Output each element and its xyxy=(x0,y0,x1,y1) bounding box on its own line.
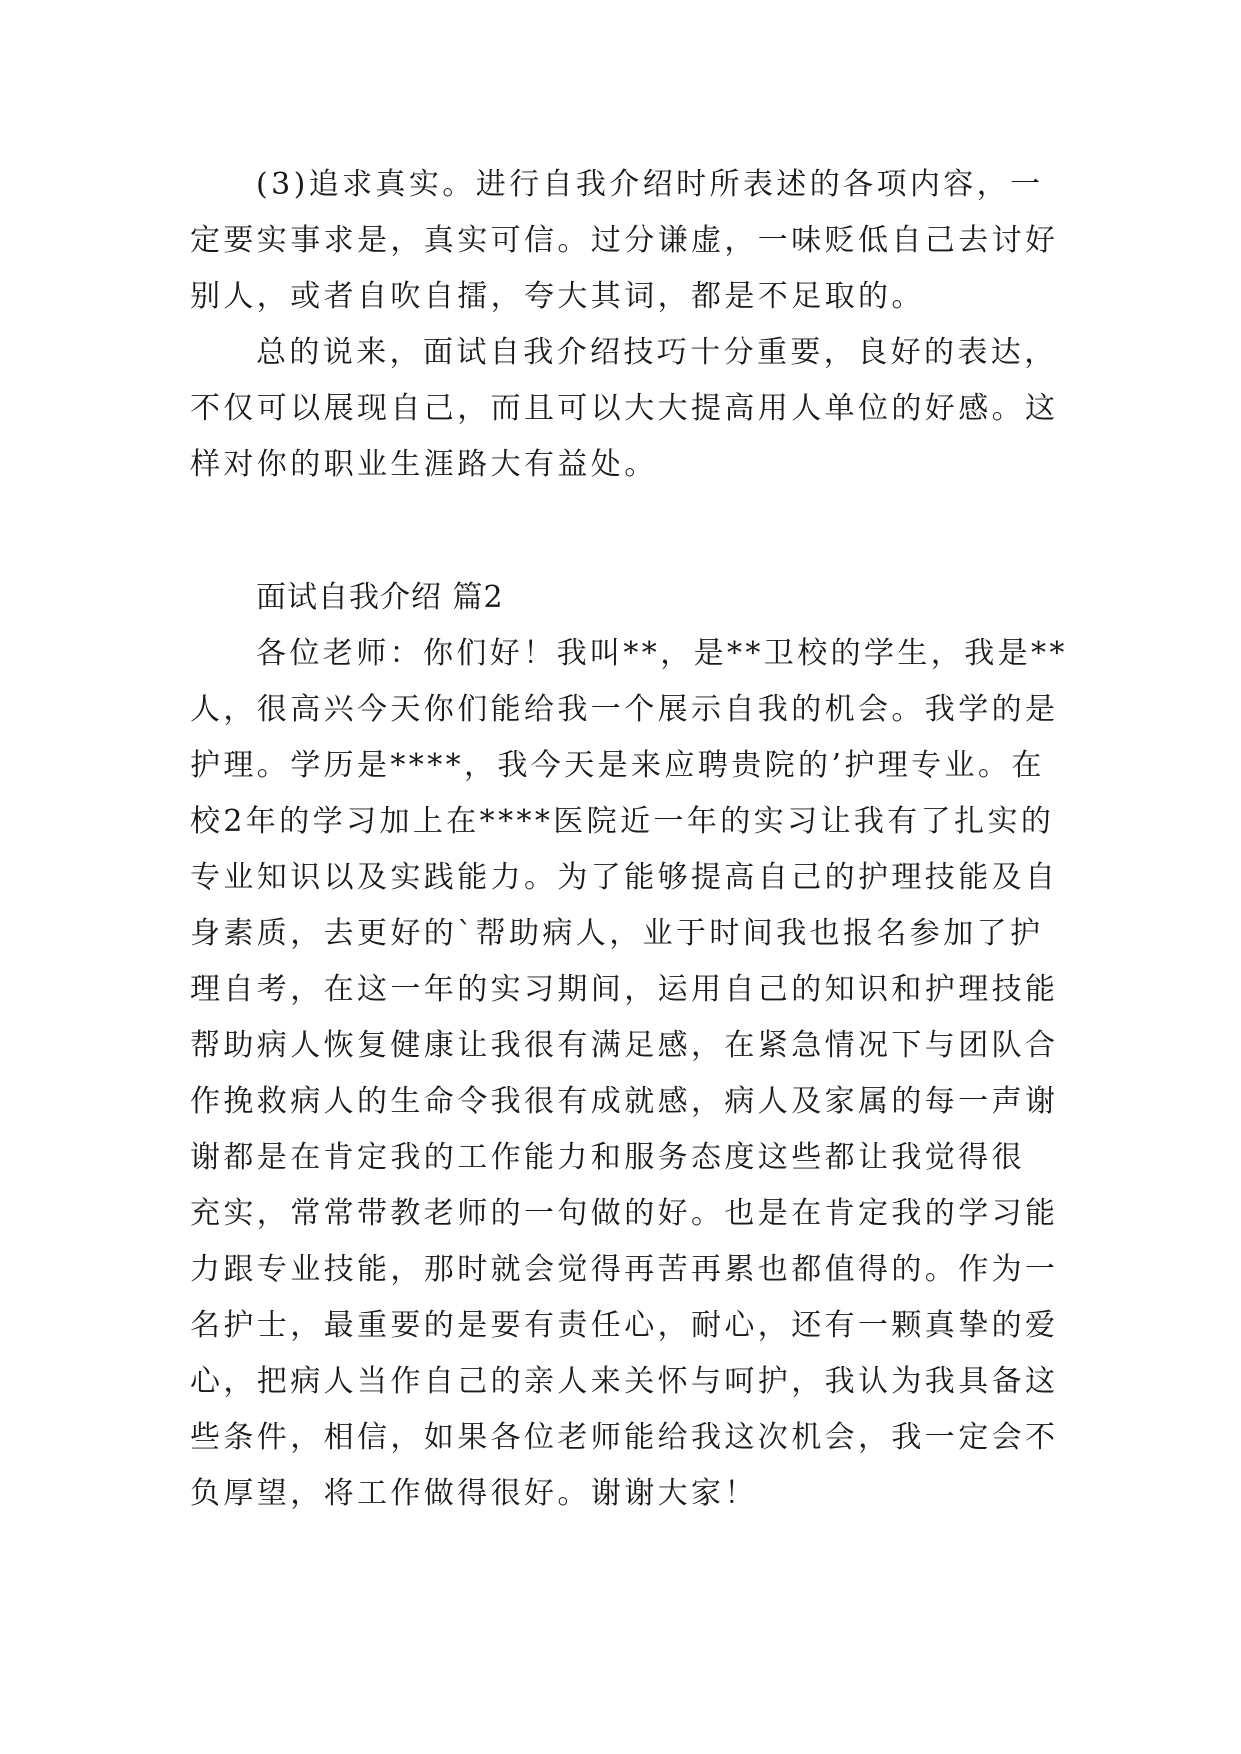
paragraph-line: 别人，或者自吹自擂，夸大其词，都是不足取的。 xyxy=(190,279,925,314)
paragraph-line: 人，很高兴今天你们能给我一个展示自我的机会。我学的是 xyxy=(190,692,1059,727)
paragraph-line: 理自考，在这一年的实习期间，运用自己的知识和护理技能 xyxy=(190,972,1059,1007)
paragraph-line: (3)追求真实。进行自我介绍时所表述的各项内容，一 xyxy=(256,167,1044,202)
paragraph-line: 名护士，最重要的是要有责任心，耐心，还有一颗真挚的爱 xyxy=(190,1308,1059,1343)
paragraph-line: 帮助病人恢复健康让我很有满足感，在紧急情况下与团队合 xyxy=(190,1028,1059,1063)
paragraph-line: 充实，常常带教老师的一句做的好。也是在肯定我的学习能 xyxy=(190,1196,1059,1231)
paragraph-line: 样对你的职业生涯路大有益处。 xyxy=(190,447,658,482)
paragraph-line: 专业知识以及实践能力。为了能够提高自己的护理技能及自 xyxy=(190,860,1059,895)
paragraph-line: 谢都是在肯定我的工作能力和服务态度这些都让我觉得很 xyxy=(190,1140,1025,1175)
paragraph-line: 各位老师：你们好！我叫**，是**卫校的学生，我是** xyxy=(256,636,1068,671)
section-title: 面试自我介绍 篇2 xyxy=(256,580,504,615)
paragraph-line: 护理。学历是****，我今天是来应聘贵院的’护理专业。在 xyxy=(190,748,1045,783)
paragraph-line: 定要实事求是，真实可信。过分谦虚，一味贬低自己去讨好 xyxy=(190,223,1059,258)
paragraph-line: 心，把病人当作自己的亲人来关怀与呵护，我认为我具备这 xyxy=(190,1364,1059,1399)
paragraph-line: 身素质，去更好的`帮助病人，业于时间我也报名参加了护 xyxy=(190,916,1044,951)
paragraph-line: 总的说来，面试自我介绍技巧十分重要，良好的表达， xyxy=(256,335,1058,370)
paragraph-line: 些条件，相信，如果各位老师能给我这次机会，我一定会不 xyxy=(190,1420,1059,1455)
paragraph-line: 力跟专业技能，那时就会觉得再苦再累也都值得的。作为一 xyxy=(190,1252,1059,1287)
paragraph-line: 不仅可以展现自己，而且可以大大提高用人单位的好感。这 xyxy=(190,391,1059,426)
paragraph-line: 负厚望，将工作做得很好。谢谢大家！ xyxy=(190,1476,758,1511)
paragraph-line: 校2年的学习加上在****医院近一年的实习让我有了扎实的 xyxy=(190,804,1055,839)
paragraph-line: 作挽救病人的生命令我很有成就感，病人及家属的每一声谢 xyxy=(190,1084,1059,1119)
